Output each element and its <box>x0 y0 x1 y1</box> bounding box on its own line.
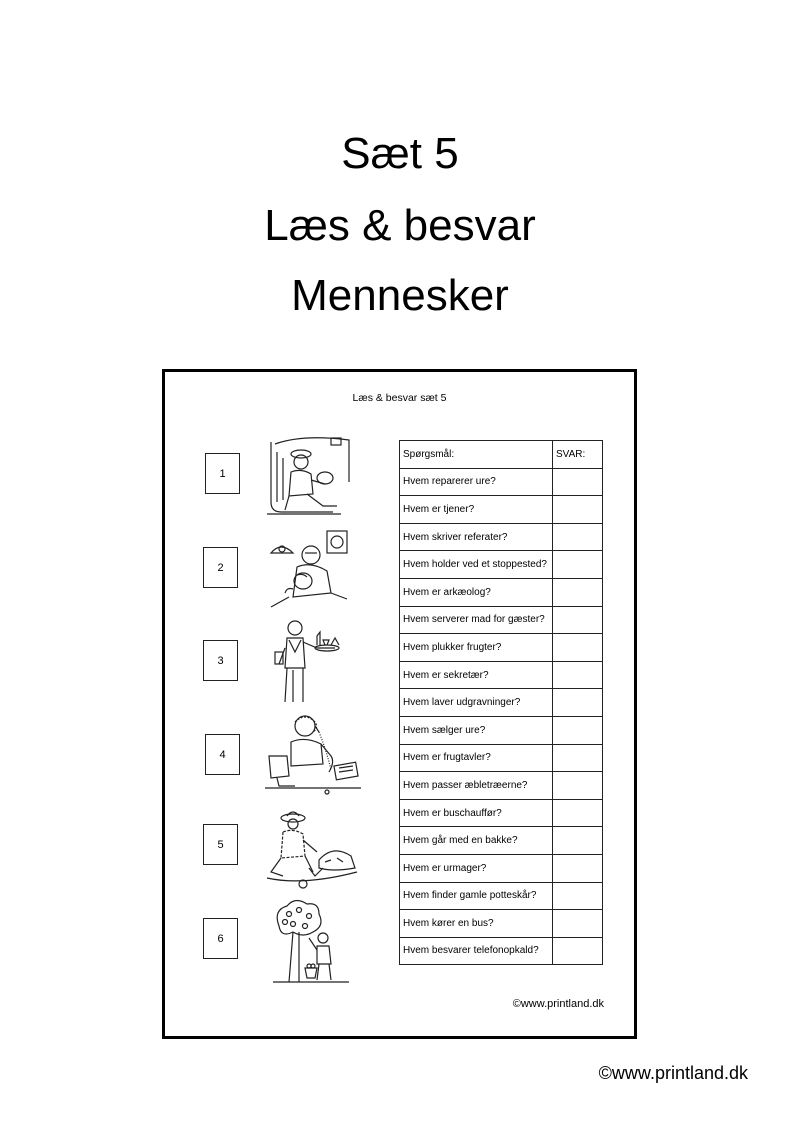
answer-cell[interactable] <box>553 634 603 662</box>
header-question: Spørgsmål: <box>400 441 553 469</box>
question-cell: Hvem sælger ure? <box>400 716 553 744</box>
answer-cell[interactable] <box>553 661 603 689</box>
table-row <box>400 606 603 634</box>
answer-cell[interactable] <box>553 910 603 938</box>
number-box-6: 6 <box>203 918 238 959</box>
table-row <box>400 634 603 662</box>
question-cell: Hvem holder ved et stoppested? <box>400 551 553 579</box>
question-cell: Hvem er buschauffør? <box>400 799 553 827</box>
question-cell: Hvem reparerer ure? <box>400 468 553 496</box>
question-cell: Hvem skriver referater? <box>400 523 553 551</box>
table-row <box>400 716 603 744</box>
table-row <box>400 882 603 910</box>
table-row <box>400 496 603 524</box>
question-cell: Hvem er urmager? <box>400 854 553 882</box>
table-row <box>400 578 603 606</box>
question-cell: Hvem passer æbletræerne? <box>400 772 553 800</box>
table-row <box>400 551 603 579</box>
number-box-4: 4 <box>205 734 240 775</box>
number-box-5: 5 <box>203 824 238 865</box>
table-row <box>400 937 603 965</box>
question-cell: Hvem besvarer telefonopkald? <box>400 937 553 965</box>
number-box-3: 3 <box>203 640 238 681</box>
answer-cell[interactable] <box>553 744 603 772</box>
archaeologist-icon <box>263 806 361 892</box>
page-copyright: ©www.printland.dk <box>598 1063 748 1083</box>
worksheet-heading: Læs & besvar sæt 5 <box>352 392 447 404</box>
question-table <box>399 440 603 965</box>
table-row <box>400 523 603 551</box>
title-set: Sæt 5 <box>341 129 459 178</box>
title-topic: Mennesker <box>291 271 509 320</box>
worksheet-preview <box>162 369 637 1039</box>
bus-driver-icon <box>263 432 361 518</box>
table-header-row <box>400 441 603 469</box>
question-cell: Hvem kører en bus? <box>400 910 553 938</box>
answer-cell[interactable] <box>553 578 603 606</box>
question-cell: Hvem serverer mad for gæster? <box>400 606 553 634</box>
question-cell: Hvem går med en bakke? <box>400 827 553 855</box>
answer-cell[interactable] <box>553 827 603 855</box>
answer-cell[interactable] <box>553 716 603 744</box>
worksheet-copyright: ©www.printland.dk <box>512 998 604 1010</box>
table-row <box>400 799 603 827</box>
number-box-1: 1 <box>205 453 240 494</box>
answer-cell[interactable] <box>553 937 603 965</box>
fruit-picker-icon <box>269 898 367 984</box>
table-row <box>400 468 603 496</box>
table-row <box>400 744 603 772</box>
question-cell: Hvem laver udgravninger? <box>400 689 553 717</box>
waiter-icon <box>265 618 363 704</box>
watchmaker-icon <box>267 527 365 613</box>
question-cell: Hvem er frugtavler? <box>400 744 553 772</box>
answer-cell[interactable] <box>553 854 603 882</box>
question-cell: Hvem finder gamle potteskår? <box>400 882 553 910</box>
answer-cell[interactable] <box>553 551 603 579</box>
table-row <box>400 689 603 717</box>
answer-cell[interactable] <box>553 882 603 910</box>
question-cell: Hvem er tjener? <box>400 496 553 524</box>
number-box-2: 2 <box>203 547 238 588</box>
question-cell: Hvem er arkæolog? <box>400 578 553 606</box>
answer-cell[interactable] <box>553 689 603 717</box>
table-row <box>400 827 603 855</box>
title-activity: Læs & besvar <box>264 201 536 250</box>
answer-cell[interactable] <box>553 496 603 524</box>
answer-cell[interactable] <box>553 799 603 827</box>
table-row <box>400 910 603 938</box>
question-cell: Hvem plukker frugter? <box>400 634 553 662</box>
table-row <box>400 854 603 882</box>
table-row <box>400 772 603 800</box>
answer-cell[interactable] <box>553 523 603 551</box>
header-answer: SVAR: <box>553 441 603 469</box>
table-row <box>400 661 603 689</box>
answer-cell[interactable] <box>553 772 603 800</box>
answer-cell[interactable] <box>553 606 603 634</box>
secretary-icon <box>265 712 363 798</box>
answer-cell[interactable] <box>553 468 603 496</box>
question-cell: Hvem er sekretær? <box>400 661 553 689</box>
